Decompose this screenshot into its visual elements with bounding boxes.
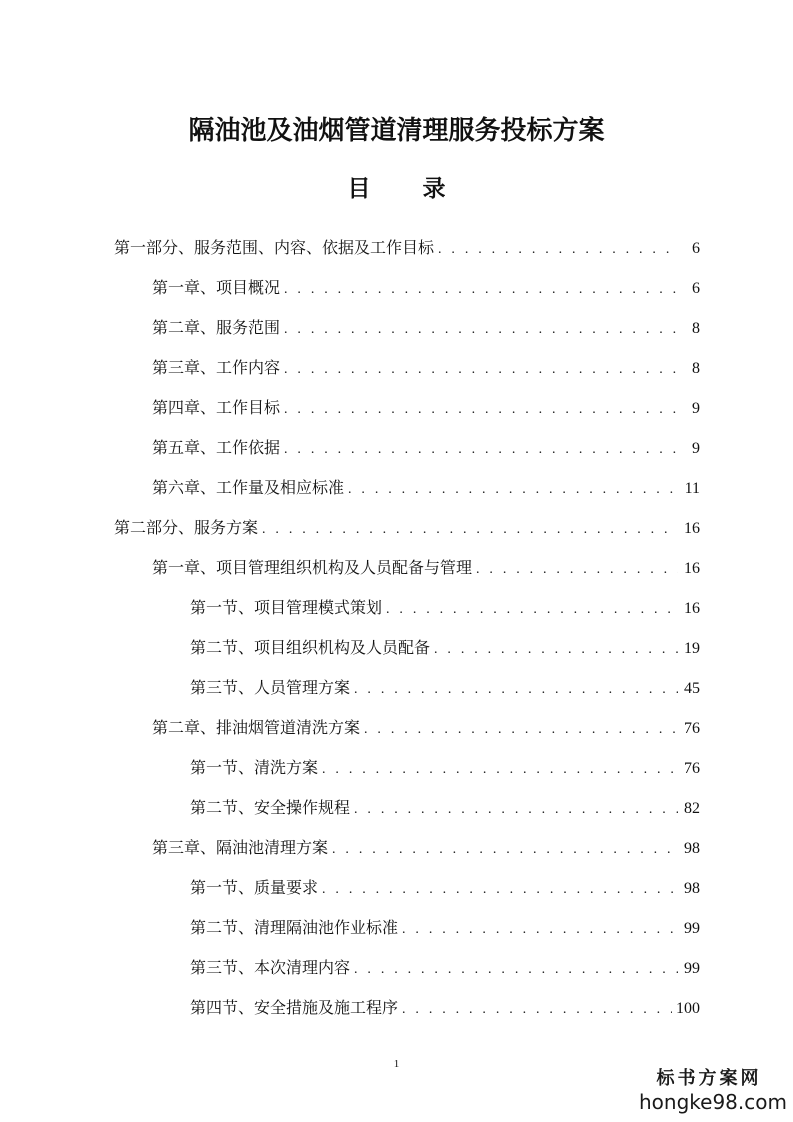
toc-entry[interactable] <box>0 986 793 1026</box>
toc-entry-page: 8 <box>692 359 700 377</box>
toc-dot-leader <box>354 682 678 698</box>
toc-entry[interactable] <box>0 546 793 586</box>
toc-entry-label: 第一章、项目管理组织机构及人员配备与管理 <box>152 557 473 577</box>
toc-entry-page: 9 <box>692 439 700 457</box>
toc-entry[interactable] <box>0 946 793 986</box>
toc-entry[interactable] <box>0 266 793 306</box>
toc-entry-page: 100 <box>676 999 700 1017</box>
toc-dot-leader <box>348 482 678 498</box>
toc-heading: 目 录 <box>347 175 468 202</box>
toc-entry-label: 第二章、排油烟管道清洗方案 <box>152 717 361 737</box>
toc-dot-leader <box>322 762 678 778</box>
toc-entry-page: 45 <box>684 679 700 697</box>
site-watermark <box>639 1068 787 1114</box>
toc-dot-leader <box>284 402 678 418</box>
toc-dot-leader <box>354 802 678 818</box>
toc-entry[interactable] <box>0 626 793 666</box>
toc-entry-label: 第一节、质量要求 <box>190 877 319 897</box>
toc-entry[interactable] <box>0 426 793 466</box>
toc-entry-label: 第五章、工作依据 <box>152 437 281 457</box>
toc-dot-leader <box>364 722 678 738</box>
toc-entry[interactable] <box>0 386 793 426</box>
toc-entry[interactable] <box>0 906 793 946</box>
toc-dot-leader <box>434 642 678 658</box>
watermark-site-url: hongke98.com <box>639 1090 787 1114</box>
toc-entry-page: 98 <box>684 839 700 857</box>
toc-entry-page: 98 <box>684 879 700 897</box>
toc-entry-page: 16 <box>684 519 700 537</box>
toc-dot-leader <box>402 1002 672 1018</box>
toc-entry-page: 8 <box>692 319 700 337</box>
toc-dot-leader <box>322 882 678 898</box>
toc-entry-label: 第二节、安全操作规程 <box>190 797 351 817</box>
toc-entry-page: 11 <box>684 479 700 497</box>
toc-dot-leader <box>284 322 678 338</box>
toc-entry[interactable] <box>0 786 793 826</box>
toc-entry-label: 第二节、项目组织机构及人员配备 <box>190 637 431 657</box>
toc-dot-leader <box>354 962 678 978</box>
toc-entry-page: 6 <box>692 239 700 257</box>
toc-dot-leader <box>332 842 678 858</box>
toc-dot-leader <box>402 922 678 938</box>
toc-dot-leader <box>438 242 678 258</box>
toc-entry-page: 9 <box>692 399 700 417</box>
toc-entry-label: 第二部分、服务方案 <box>114 517 259 537</box>
toc-entry[interactable] <box>0 706 793 746</box>
toc-entry-label: 第四节、安全措施及施工程序 <box>190 997 399 1017</box>
toc-entry-page: 16 <box>684 599 700 617</box>
toc-entry[interactable] <box>0 826 793 866</box>
toc-entry-page: 99 <box>684 919 700 937</box>
toc-entry-label: 第一部分、服务范围、内容、依据及工作目标 <box>114 237 435 257</box>
toc-entry-label: 第六章、工作量及相应标准 <box>152 477 345 497</box>
toc-entry-label: 第一节、项目管理模式策划 <box>190 597 383 617</box>
toc-entry-label: 第四章、工作目标 <box>152 397 281 417</box>
toc-entry-page: 99 <box>684 959 700 977</box>
toc-dot-leader <box>284 282 678 298</box>
toc-entry-label: 第三章、工作内容 <box>152 357 281 377</box>
toc-entry-label: 第二章、服务范围 <box>152 317 281 337</box>
toc-entry-label: 第一章、项目概况 <box>152 277 281 297</box>
toc-entry[interactable] <box>0 306 793 346</box>
toc-entry-label: 第三节、本次清理内容 <box>190 957 351 977</box>
toc-entry-label: 第三章、隔油池清理方案 <box>152 837 329 857</box>
document-title: 隔油池及油烟管道清理服务投标方案 <box>188 116 605 146</box>
toc-entry-page: 6 <box>692 279 700 297</box>
toc-entry-page: 16 <box>684 559 700 577</box>
toc-entry-label: 第二节、清理隔油池作业标准 <box>190 917 399 937</box>
toc-dot-leader <box>262 522 678 538</box>
toc-dot-leader <box>476 562 678 578</box>
toc-entry-page: 19 <box>684 639 700 657</box>
toc-entry-page: 76 <box>684 759 700 777</box>
toc-entry[interactable] <box>0 346 793 386</box>
toc-entry[interactable] <box>0 506 793 546</box>
toc-entry-page: 76 <box>684 719 700 737</box>
toc-entry-label: 第一节、清洗方案 <box>190 757 319 777</box>
toc-dot-leader <box>386 602 678 618</box>
table-of-contents <box>0 226 793 1026</box>
watermark-site-name: 标书方案网 <box>656 1068 762 1089</box>
toc-entry[interactable] <box>0 466 793 506</box>
toc-entry[interactable] <box>0 866 793 906</box>
toc-entry[interactable] <box>0 666 793 706</box>
toc-entry[interactable] <box>0 226 793 266</box>
toc-entry[interactable] <box>0 586 793 626</box>
toc-entry-label: 第三节、人员管理方案 <box>190 677 351 697</box>
toc-entry-page: 82 <box>684 799 700 817</box>
toc-entry[interactable] <box>0 746 793 786</box>
toc-dot-leader <box>284 362 678 378</box>
page-number: 1 <box>393 1058 400 1070</box>
toc-dot-leader <box>284 442 678 458</box>
